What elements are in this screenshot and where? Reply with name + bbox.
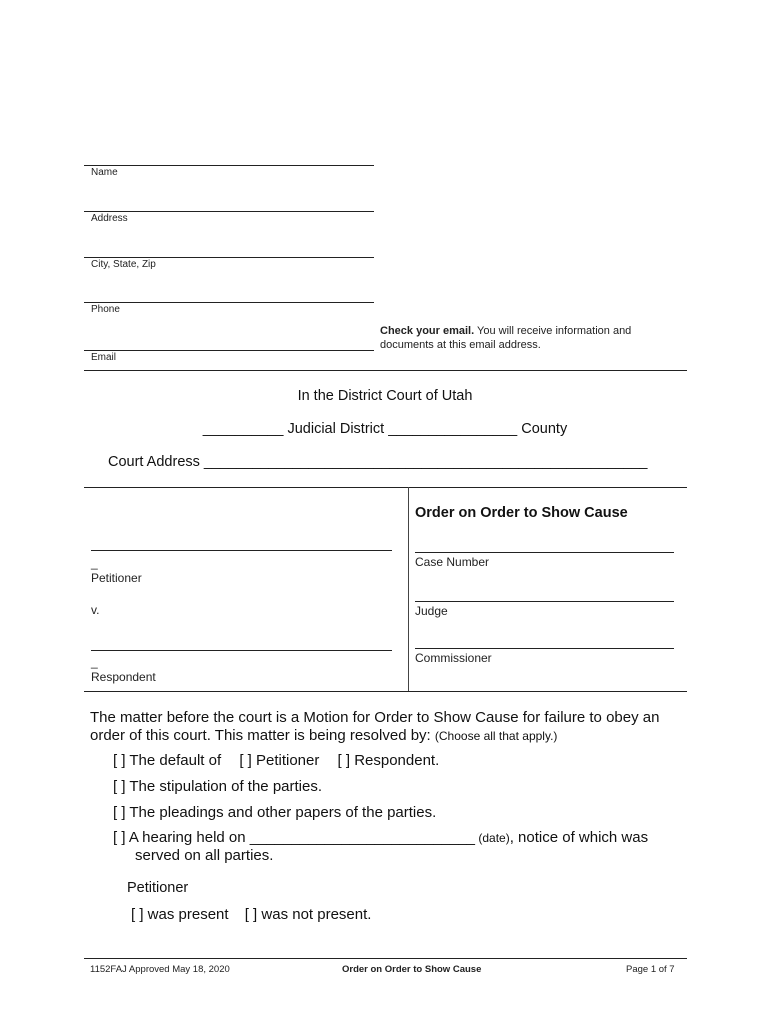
respondent-checkbox[interactable]: [ ] Respondent. [337, 752, 440, 769]
hearing-checkbox[interactable]: [ ] A hearing held on ___________________________ [113, 829, 476, 846]
commissioner-line[interactable] [415, 648, 674, 649]
respondent-label: Respondent [91, 670, 156, 684]
district-county-row [0, 421, 770, 437]
versus-label: v. [91, 603, 100, 617]
email-note [380, 324, 631, 352]
petitioner-checkbox[interactable]: [ ] Petitioner [239, 752, 320, 769]
case-number-line[interactable] [415, 552, 674, 553]
city-state-zip-label: City, State, Zip [91, 259, 156, 270]
judge-line[interactable] [415, 601, 674, 602]
respondent-mark: _ [91, 655, 98, 669]
email-label: Email [91, 352, 117, 363]
email-note-text-1: You will receive information and [474, 325, 632, 337]
caption-divider [408, 487, 409, 691]
stipulation-checkbox[interactable]: [ ] The stipulation of the parties. [113, 778, 323, 795]
email-line [84, 350, 374, 351]
header-divider [84, 370, 687, 371]
pleadings-checkbox[interactable]: [ ] The pleadings and other papers of the parties. [113, 804, 437, 821]
was-present-checkbox[interactable]: [ ] was present [131, 906, 229, 923]
phone-line [84, 302, 374, 303]
hearing-text-2: , notice of which was [509, 829, 649, 846]
footer-title: Order on Order to Show Cause [342, 964, 482, 975]
intro-line-1: The matter before the court is a Motion for Order to Show Cause for failure to obey an [90, 709, 660, 726]
court-title: In the District Court of Utah [297, 388, 473, 404]
phone-label: Phone [91, 304, 120, 315]
commissioner-label: Commissioner [415, 651, 492, 665]
court-address-label: Court Address [108, 454, 200, 470]
intro-note: (Choose all that apply.) [434, 729, 558, 743]
petitioner-presence-row [131, 906, 371, 923]
document-title: Order on Order to Show Cause [415, 505, 628, 521]
city-line [84, 257, 374, 258]
caption-top-border [84, 487, 687, 488]
petitioner-mark: _ [91, 556, 98, 570]
court-address-blank[interactable]: _______________________________________________________ [203, 454, 648, 470]
respondent-line[interactable] [91, 650, 392, 651]
case-number-label: Case Number [415, 555, 490, 569]
county-blank[interactable]: ________________ [388, 421, 518, 437]
address-line [84, 211, 374, 212]
hearing-option [113, 829, 648, 865]
intro-paragraph [90, 709, 659, 745]
caption-bottom-border [84, 691, 687, 692]
footer-page-number: Page 1 of 7 [626, 964, 675, 975]
hearing-date-note: (date) [475, 831, 510, 845]
name-line [84, 165, 374, 166]
petitioner-line[interactable] [91, 550, 392, 551]
email-note-bold: Check your email. [380, 325, 475, 337]
name-label: Name [91, 167, 118, 178]
address-label: Address [91, 213, 128, 224]
court-address-row [108, 454, 647, 470]
petitioner-label: Petitioner [91, 571, 142, 585]
county-label: County [521, 421, 568, 437]
default-checkbox[interactable]: [ ] The default of [113, 752, 222, 769]
petitioner-heading: Petitioner [127, 880, 189, 896]
was-not-present-checkbox[interactable]: [ ] was not present. [244, 906, 372, 923]
email-note-text-2: documents at this email address. [380, 339, 541, 351]
footer-form-id: 1152FAJ Approved May 18, 2020 [90, 964, 230, 975]
district-blank[interactable]: __________ [202, 421, 284, 437]
district-label: Judicial District [287, 421, 385, 437]
hearing-text-3: served on all parties. [135, 847, 274, 864]
judge-label: Judge [415, 604, 448, 618]
intro-line-2: order of this court. This matter is being resolved by: [90, 727, 435, 744]
footer-divider [84, 958, 687, 959]
option-default-row [113, 752, 439, 769]
